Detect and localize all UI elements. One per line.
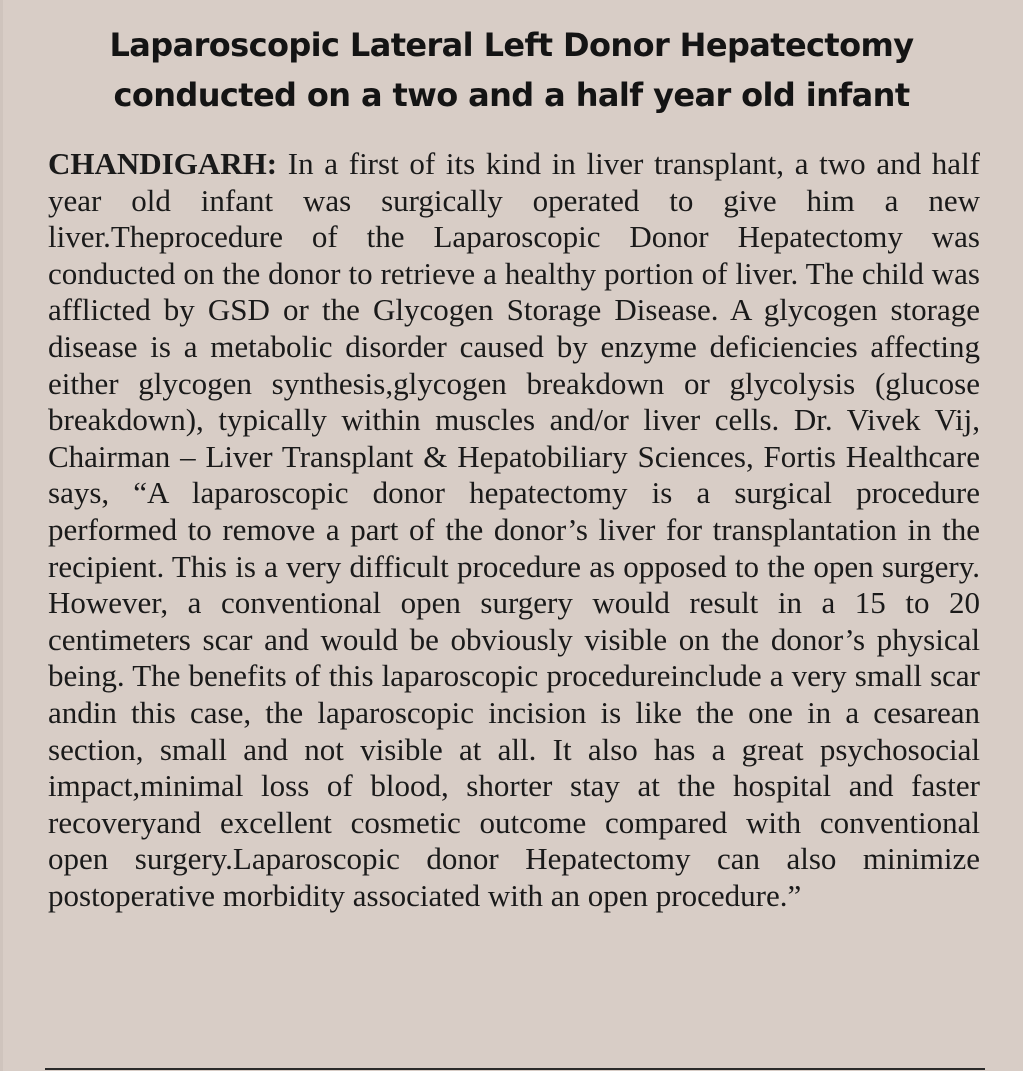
dateline: CHANDIGARH: — [48, 146, 278, 181]
headline-line-1: Laparoscopic Lateral Left Donor Hepatectomy — [109, 26, 914, 64]
left-column-edge — [0, 0, 3, 1071]
bottom-rule — [45, 1068, 985, 1070]
article-text: In a first of its kind in liver transplant, a two and half year old infant was surgically operated to give him a new liver.Theprocedure of the Laparoscopic Donor Hepatectomy was conducted on the donor to retrieve a healthy portion of liver. The child was afflicted by GSD or the Glycogen Storage Disease. A glycogen storage disease is a metabolic disorder caused by enzyme deficiencies affecting either glycogen synthesis,glycogen breakdown or glycolysis (glucose breakdown), typically within muscles and/or liver cells. Dr. Vivek Vij, Chairman – Liver Transplant & Hepatobiliary Sciences, Fortis Healthcare says, “A laparoscopic donor hepatectomy is a surgical procedure performed to remove a part of the donor’s liver for transplantation in the recipient. This is a very difficult procedure as opposed to the open surgery. However, a conventional open surgery would result in a 15 to 20 centimeters scar and would be obviously visible on the donor’s physical being. The benefits of this laparoscopic procedureinclude a very small scar andin this case, the laparoscopic incision is like the one in a cesarean section, small and not visible at all. It also has a great psychosocial impact,minimal loss of blood, shorter stay at the hospital and faster recoveryand excellent cosmetic outcome compared with conventional open surgery.Laparoscopic donor Hepatectomy can also minimize postoperative morbidity associated with an open procedure.” — [48, 146, 981, 913]
headline — [0, 20, 1023, 120]
headline-line-2: conducted on a two and a half year old infant — [113, 76, 910, 114]
article-body — [48, 146, 980, 914]
